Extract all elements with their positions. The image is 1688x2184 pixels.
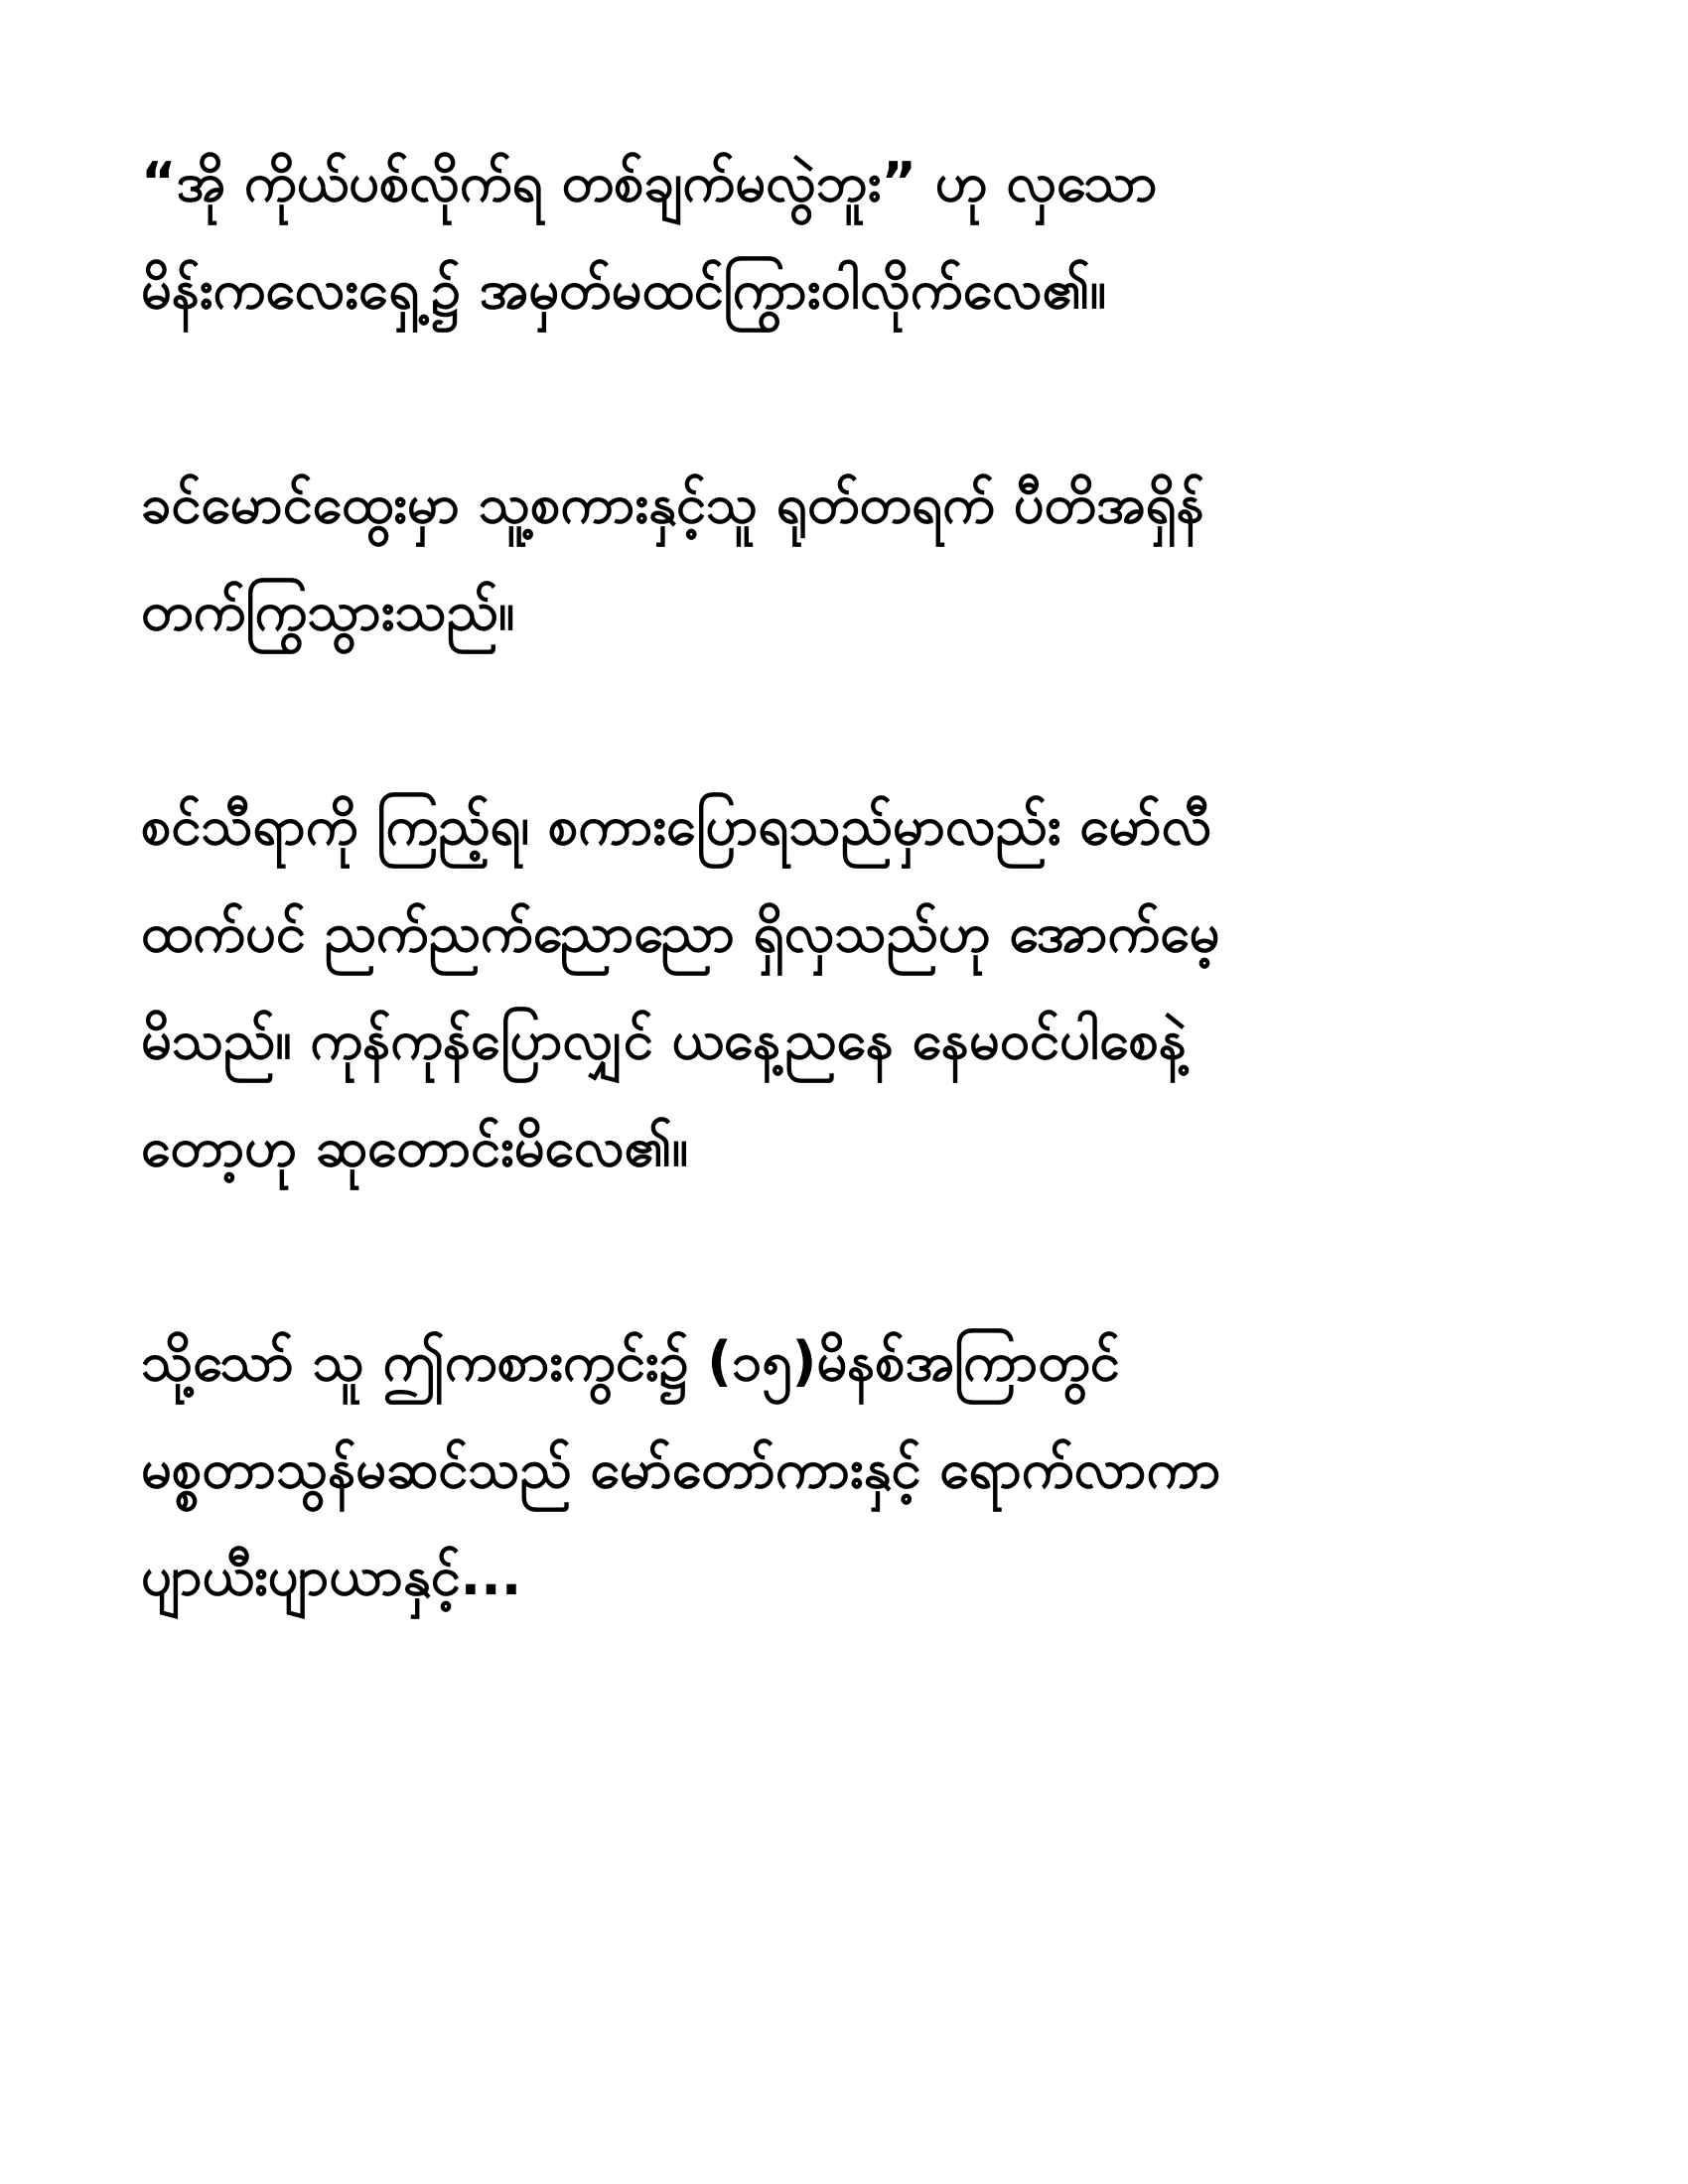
text-line: တော့ဟု ဆုတောင်းမိလေ၏။: [141, 1116, 688, 1178]
paragraph-1: [141, 129, 1571, 343]
text-line: ခင်မောင်ထွေးမှာ သူ့စကားနှင့်သူ ရုတ်တရက် ပီတိအရှိန်: [141, 473, 1204, 535]
text-line: ပျာယီးပျာယာနှင့်...: [141, 1545, 522, 1607]
text-line: “အို ကိုယ်ပစ်လိုက်ရ တစ်ချက်မလွဲဘူး” ဟု လှသော: [141, 151, 1158, 213]
paragraph-2: [141, 451, 1571, 665]
text-line: မစ္စတာသွန်မဆင်သည် မော်တော်ကားနှင့် ရောက်လာကာ: [141, 1437, 1221, 1500]
story-text-block: [141, 129, 1571, 1737]
text-line: မိန်းကလေးရှေ့၌ အမှတ်မထင်ကြွားဝါလိုက်လေ၏။: [141, 258, 1106, 321]
paragraph-4: [141, 1308, 1571, 1630]
text-line: တက်ကြွသွားသည်။: [141, 580, 515, 642]
paragraph-3: [141, 772, 1571, 1201]
text-line: သို့သော် သူ ဤကစားကွင်း၌ (၁၅)မိနစ်အကြာတွင်: [141, 1330, 1120, 1393]
text-line: ထက်ပင် ညက်ညက်ညောညော ရှိလှသည်ဟု အောက်မေ့: [141, 901, 1220, 964]
text-line: စင်သီရာကို ကြည့်ရ၊ စကားပြောရသည်မှာလည်း မော်လီ: [141, 794, 1212, 857]
text-line: မိသည်။ ကုန်ကုန်ပြောလျှင် ယနေ့ညနေ နေမဝင်ပါစေနဲ့: [141, 1009, 1187, 1071]
